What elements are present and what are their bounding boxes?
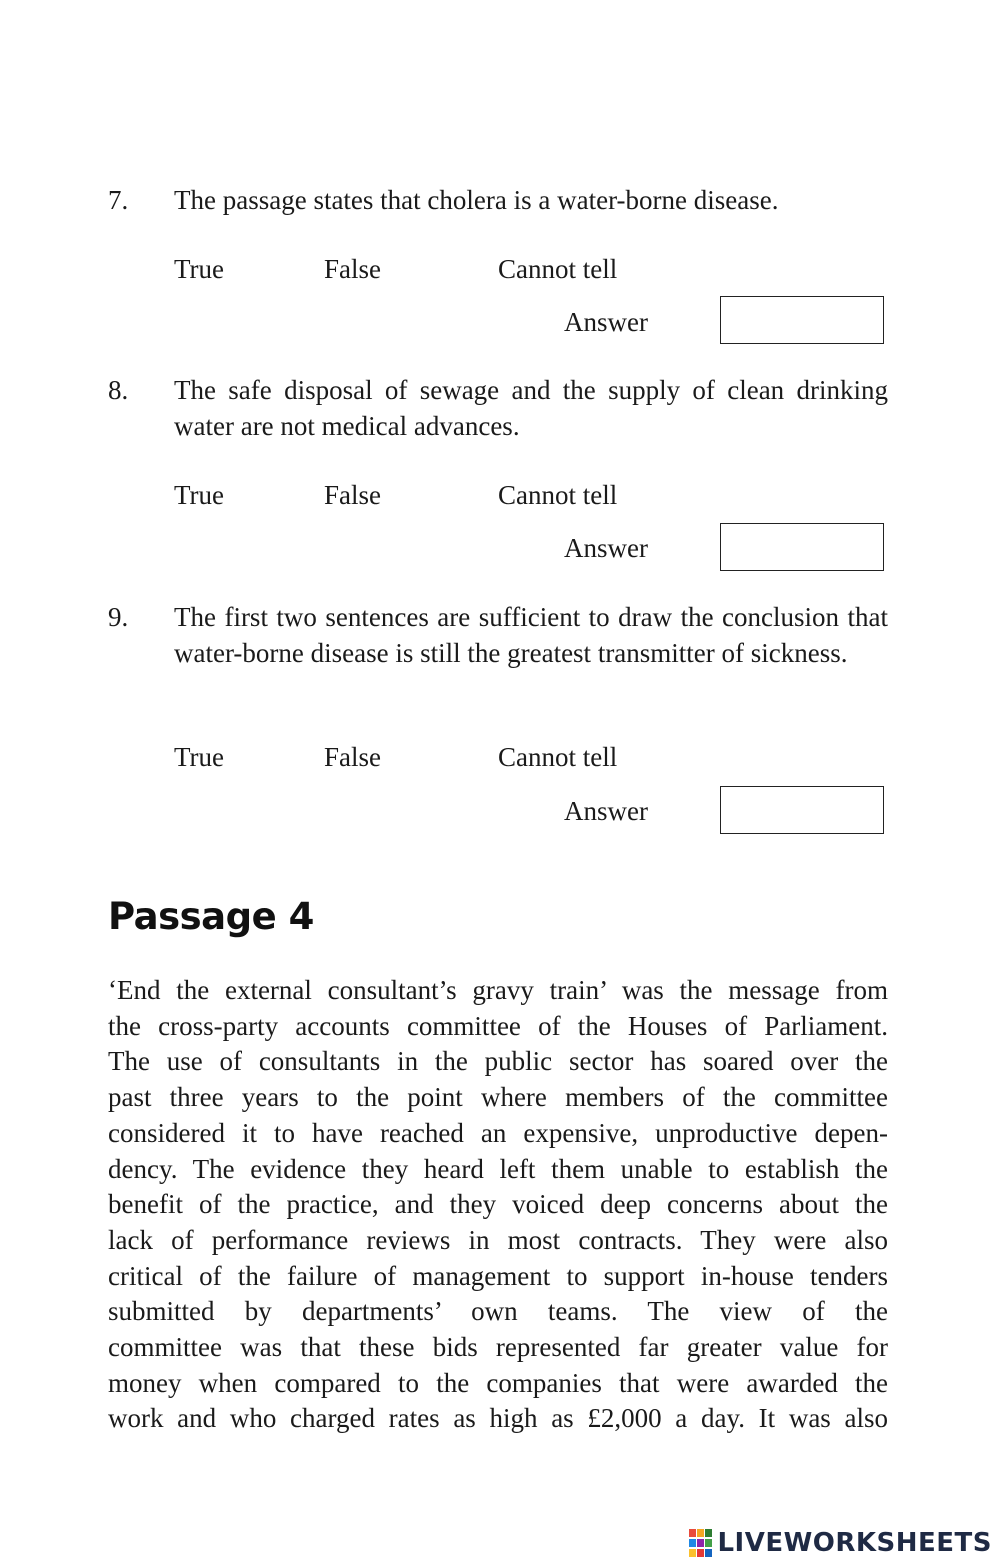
question-number: 7. (108, 185, 129, 215)
question-number: 9. (108, 602, 129, 632)
choice-cannot-tell: Cannot tell (498, 742, 618, 772)
choice-cannot-tell: Cannot tell (498, 480, 618, 510)
answer-box-8[interactable] (720, 523, 884, 571)
passage-line: critical of the failure of management to support in-house tenders (108, 1260, 888, 1291)
answer-box-7[interactable] (720, 296, 884, 344)
passage-line: dency. The evidence they heard left them unable to establish the (108, 1153, 888, 1184)
answer-label: Answer (564, 796, 648, 826)
question-text: The passage states that cholera is a water-borne disease. (174, 185, 779, 215)
passage-line: The use of consultants in the public sector has soared over the (108, 1046, 888, 1077)
passage-line: the cross-party accounts committee of the Houses of Parliament. (108, 1010, 888, 1041)
passage-line: money when compared to the companies that were awarded the (108, 1367, 888, 1398)
passage-line: lack of performance reviews in most contracts. They were also (108, 1224, 888, 1255)
choice-false: False (324, 480, 381, 510)
question-text: The safe disposal of sewage and the supply of clean drinking water are not medical advances. (174, 375, 888, 441)
answer-label: Answer (564, 533, 648, 563)
choice-false: False (324, 742, 381, 772)
choice-false: False (324, 254, 381, 284)
passage-line: ‘End the external consultant’s gravy train’ was the message from (108, 975, 888, 1005)
brand-text: LIVEWORKSHEETS (717, 1528, 992, 1558)
passage-heading: Passage 4 (108, 895, 314, 938)
liveworksheets-logo-icon (689, 1529, 713, 1557)
passage-line: work and who charged rates as high as £2,000 a day. It was also (108, 1403, 888, 1434)
passage-line: past three years to the point where members of the committee (108, 1082, 888, 1113)
liveworksheets-brand[interactable] (689, 1528, 992, 1558)
choice-true: True (174, 254, 225, 284)
passage-line: benefit of the practice, and they voiced deep concerns about the (108, 1189, 888, 1220)
question-number: 8. (108, 375, 129, 405)
passage-line: committee was that these bids represented far greater value for (108, 1332, 888, 1363)
choice-true: True (174, 480, 225, 510)
question-text: The first two sentences are sufficient to draw the conclusion that water-borne disease is still the greatest transmitter of sickness. (174, 602, 888, 668)
choice-true: True (174, 742, 225, 772)
choice-cannot-tell: Cannot tell (498, 254, 618, 284)
answer-box-9[interactable] (720, 786, 884, 834)
answer-label: Answer (564, 307, 648, 337)
passage-body (108, 973, 888, 1437)
passage-line: submitted by departments’ own teams. The view of the (108, 1296, 888, 1327)
passage-line: considered it to have reached an expensive, unproductive depen- (108, 1117, 888, 1148)
